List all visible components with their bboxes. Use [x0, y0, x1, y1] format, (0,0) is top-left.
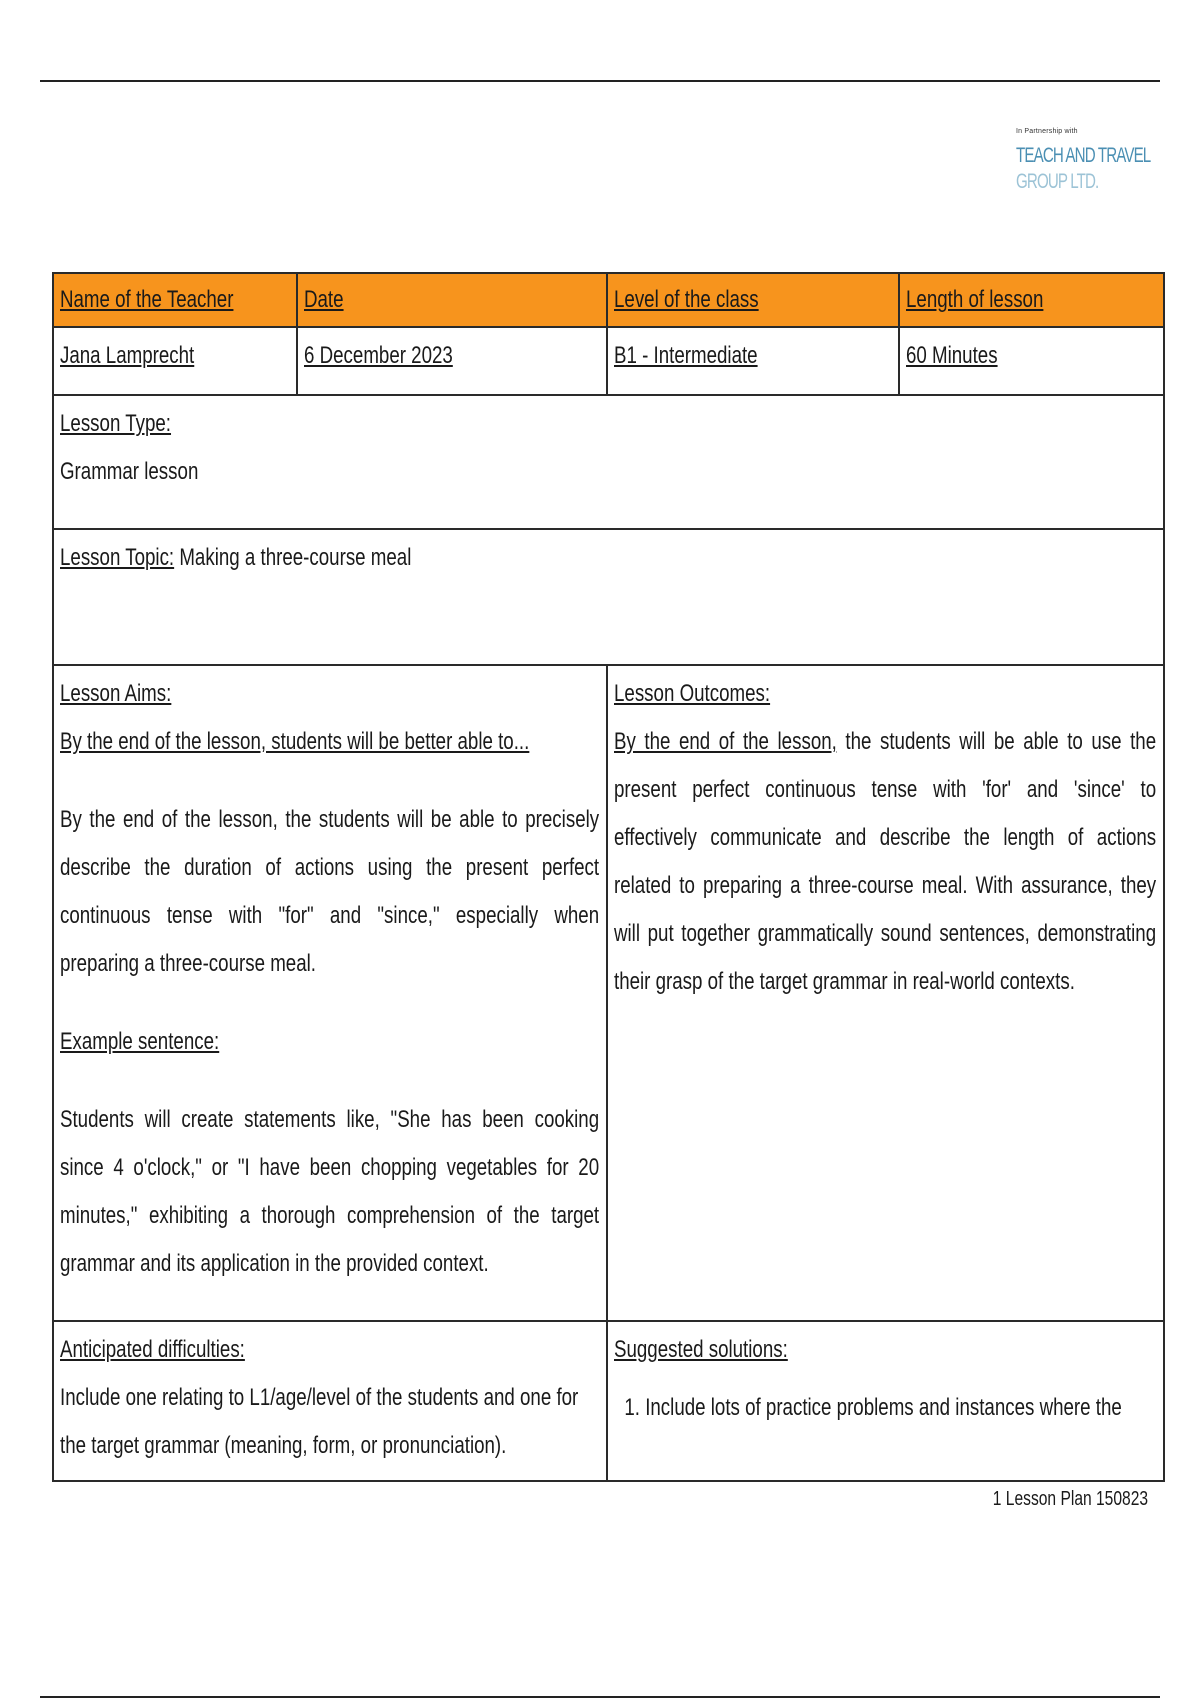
- example-text: Students will create statements like, "She has been cooking since 4 o'clock," or "I have been chopping vegetables for 20 minutes," exhibiting a thorough comprehension of the target grammar and its application in the provided context.: [60, 1106, 600, 1277]
- teacher-name: Jana Lamprecht: [60, 342, 195, 369]
- length-label: Length of lesson: [906, 286, 1044, 313]
- page-footer: [949, 1488, 1148, 1511]
- length-header-cell: [899, 273, 1164, 327]
- teacher-value-cell: [53, 327, 297, 395]
- aims-text: By the end of the lesson, the students will be able to precisely describe the duration of actions using the present perfect continuous tense with "for" and "since," especially when preparing a three-course meal.: [60, 806, 600, 977]
- date-value-cell: [297, 327, 607, 395]
- lesson-topic-value: Making a three-course meal: [174, 544, 412, 571]
- solutions-list: [614, 1384, 1156, 1432]
- partner-logo: [1016, 128, 1166, 195]
- date-header-cell: [297, 273, 607, 327]
- level-header-cell: [607, 273, 899, 327]
- date-label: Date: [304, 286, 344, 313]
- lesson-length: 60 Minutes: [906, 342, 998, 369]
- solutions-label: Suggested solutions:: [614, 1336, 788, 1363]
- aims-outcomes-row: [53, 665, 1164, 1321]
- aims-label: Lesson Aims:: [60, 680, 172, 707]
- lesson-topic-cell: [53, 529, 1164, 665]
- outcomes-label: Lesson Outcomes:: [614, 680, 771, 707]
- difficulties-row: [53, 1321, 1164, 1481]
- lesson-type-value: Grammar lesson: [60, 458, 199, 485]
- logo-tagline: In Partnership with: [1016, 128, 1078, 135]
- lesson-type-cell: [53, 395, 1164, 529]
- outcomes-text: the students will be able to use the present perfect continuous tense with 'for' and 'since' to effectively communicate and describe the length of actions related to preparing a three-course meal. With assurance, they will put together grammatically sound sentences, demonstrating their grasp of the target grammar in real-world contexts.: [614, 728, 1157, 995]
- teacher-label: Name of the Teacher: [60, 286, 234, 313]
- outcomes-intro: By the end of the lesson,: [614, 728, 837, 755]
- solution-item: 1. Include lots of practice problems and instances where the: [645, 1384, 1156, 1432]
- aims-cell: [53, 665, 607, 1321]
- length-value-cell: [899, 327, 1164, 395]
- lesson-date: 6 December 2023: [304, 342, 453, 369]
- level-label: Level of the class: [614, 286, 759, 313]
- lesson-topic-label: Lesson Topic:: [60, 544, 175, 571]
- aims-intro: By the end of the lesson, students will be better able to...: [60, 728, 530, 755]
- difficulties-label: Anticipated difficulties:: [60, 1336, 245, 1363]
- example-label: Example sentence:: [60, 1028, 220, 1055]
- lesson-type-label: Lesson Type:: [60, 410, 172, 437]
- class-level: B1 - Intermediate: [614, 342, 758, 369]
- level-value-cell: [607, 327, 899, 395]
- header-row: [53, 273, 1164, 327]
- bottom-rule: [40, 1696, 1160, 1698]
- lesson-plan-table: [52, 272, 1165, 1482]
- solutions-cell: [607, 1321, 1164, 1481]
- teacher-header-cell: [53, 273, 297, 327]
- lesson-type-row: [53, 395, 1164, 529]
- top-rule: [40, 80, 1160, 82]
- lesson-topic-row: [53, 529, 1164, 665]
- outcomes-cell: [607, 665, 1164, 1321]
- difficulties-text: Include one relating to L1/age/level of the students and one for the target grammar (meaning, form, or pronunciation).: [60, 1384, 579, 1459]
- difficulties-cell: [53, 1321, 607, 1481]
- logo-line-1: TEACH AND TRAVEL: [1016, 144, 1151, 167]
- footer-text: 1 Lesson Plan 150823: [992, 1488, 1148, 1510]
- logo-line-2: GROUP LTD.: [1016, 170, 1099, 193]
- values-row: [53, 327, 1164, 395]
